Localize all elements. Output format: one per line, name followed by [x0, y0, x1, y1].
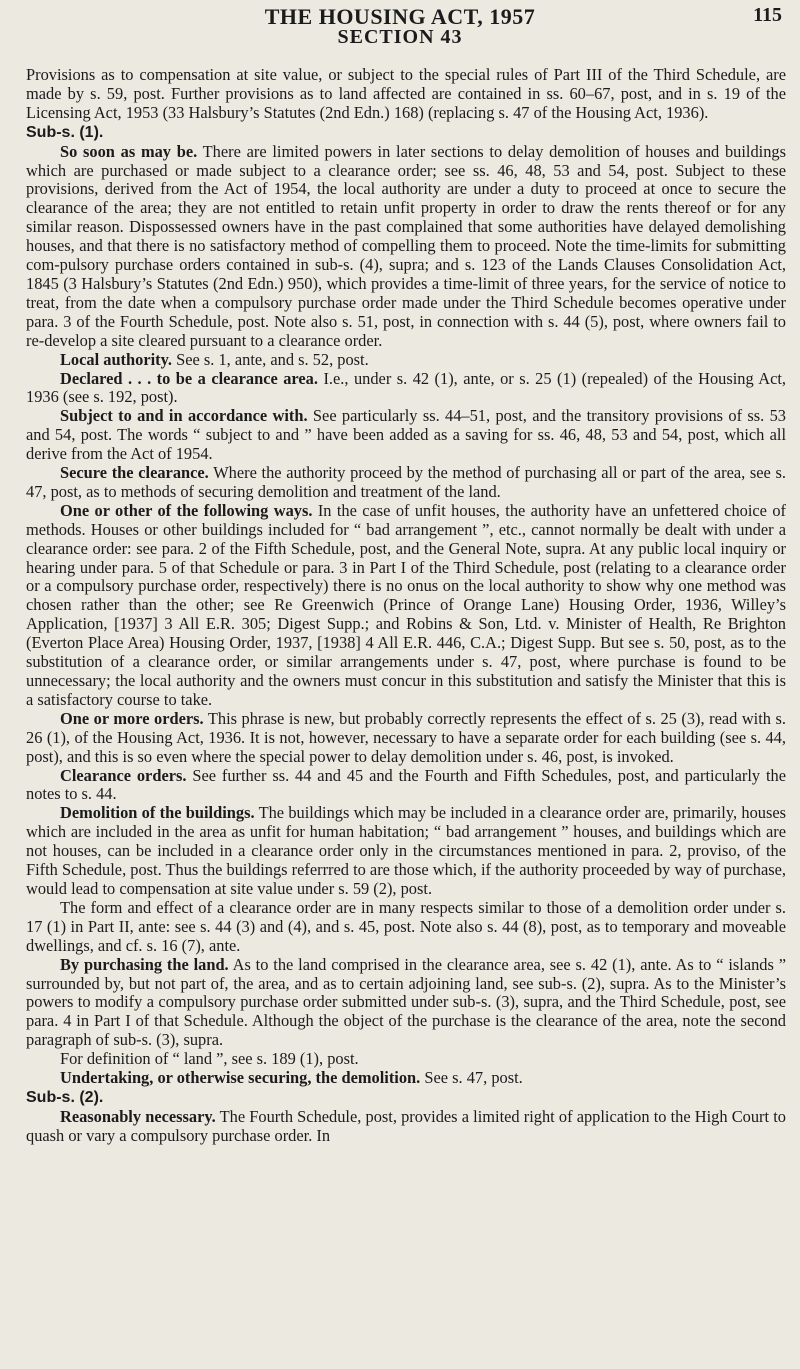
- paragraph-lead: So soon as may be.: [60, 141, 198, 161]
- paragraph-lead: One or other of the following ways.: [60, 500, 313, 520]
- paragraph-text: There are limited powers in later sections to delay demolition of houses and buildings which are purchased or made subject to a clearance order; see ss. 46, 48, 53 and 54, post. Subject to these provisions, derived from the Act of 1954, the local authority are under a duty to proceed at once to secure the clearance of the area; they are not entitled to retain unfit property in order to draw the rents thereof or for any similar reason. Dispossessed owners have in the past complained that some authorities have delayed demolishing houses, and that there is no satisfactory method of compelling them to proceed. Note the time-limits for submitting com-pulsory purchase orders contained in sub-s. (4), supra; and s. 123 of the Lands Clauses Consolidation Act, 1845 (3 Halsbury’s Statutes (2nd Edn.) 950), which provides a time-limit of three years, for the service of notice to treat, from the date when a compulsory purchase order made under the Third Schedule becomes operative under para. 3 of the Fourth Schedule, post. Note also s. 51, post, in connection with s. 44 (5), post, where owners fail to re-develop a site cleared pursuant to a clearance order.: [26, 141, 786, 350]
- paragraph-text: Where the authority proceed by the method of purchasing all or part of the area, see s. 47, post, as to methods of securing demolition and treatment of the land.: [26, 463, 786, 501]
- paragraph-text: Provisions as to compensation at site value, or subject to the special rules of Part III of the Third Schedule, are made by s. 59, post. Further provisions as to land affected are contained in ss. 60–67, post, and in s. 19 of the Licensing Act, 1953 (33 Halsbury’s Statutes (2nd Edn.) 168) (replacing s. 47 of the Housing Act, 1936).: [26, 65, 786, 122]
- paragraph: [26, 143, 786, 351]
- paragraph: [26, 956, 786, 1051]
- subsection-heading: Sub-s. (1).: [26, 123, 104, 141]
- subsection-heading: Sub-s. (2).: [26, 1088, 104, 1106]
- paragraph-lead: Reasonably necessary.: [60, 1106, 216, 1126]
- paragraph: [26, 1050, 786, 1069]
- paragraph-text: For definition of “ land ”, see s. 189 (1), post.: [60, 1049, 359, 1069]
- page-number: 115: [753, 4, 782, 26]
- paragraph: [26, 370, 786, 408]
- paragraph-text: See further ss. 44 and 45 and the Fourth and Fifth Schedules, post, and particularly the notes to s. 44.: [26, 765, 786, 804]
- paragraph-lead: Secure the clearance.: [60, 463, 209, 483]
- paragraph-text: The Fourth Schedule, post, provides a limited right of application to the High Court to quash or vary a compulsory purchase order. In: [26, 1106, 786, 1145]
- paragraph: [26, 899, 786, 956]
- paragraph-text: See s. 1, ante, and s. 52, post.: [176, 349, 369, 369]
- paragraph-lead: By purchasing the land.: [60, 954, 229, 974]
- paragraph-text: The buildings which may be included in a clearance order are, primarily, houses which are included in the area as unfit for human habitation; “ bad arrangement ” houses, and buildings which are not houses, can be included in a clearance order only in the circumstances mentioned in para. 2, proviso, of the Fifth Schedule, post. Thus the buildings referrred to are those which, if the authority proceeded by way of purchase, would lead to compensation at site value under s. 59 (2), post.: [26, 803, 786, 898]
- paragraph-text: See particularly ss. 44–51, post, and the transitory provisions of ss. 53 and 54, post. The words “ subject to and ” have been added as a saving for ss. 46, 48, 53 and 54, post, which all derive from the Act of 1954.: [26, 406, 786, 464]
- paragraph-text: As to the land comprised in the clearance area, see s. 42 (1), ante. As to “ islands ” surrounded by, but not part of, the area, and as to certain adjoining land, see sub-s. (2), supra. As to the Minister’s powers to modify a compulsory purchase order submitted under sub-s. (3), supra, and the Third Schedule, post, see para. 4 in Part I of that Schedule. Although the object of the purchase is the clearance of the area, note the second paragraph of sub-s. (3), supra.: [26, 954, 786, 1050]
- paragraph: [26, 710, 786, 767]
- running-title: THE HOUSING ACT, 1957: [264, 4, 536, 29]
- paragraph: [26, 502, 786, 710]
- paragraph: [26, 351, 786, 370]
- paragraph-lead: Local authority.: [60, 349, 173, 369]
- paragraph-text: See s. 47, post.: [424, 1068, 523, 1088]
- page-header: [0, 4, 800, 50]
- paragraph-text: I.e., under s. 42 (1), ante, or s. 25 (1) (repealed) of the Housing Act, 1936 (see s. 192, post).: [26, 368, 787, 407]
- paragraph-lead: One or more orders.: [60, 708, 204, 728]
- paragraph-text: The form and effect of a clearance order are in many respects similar to those of a demolition order under s. 17 (1) in Part II, ante: see s. 44 (3) and (4), and s. 45, post. Note also s. 44 (8), post, as to temporary and moveable dwellings, and cf. s. 16 (7), ante.: [26, 897, 786, 955]
- paragraph: [26, 767, 786, 805]
- paragraph-lead: Clearance orders.: [60, 765, 187, 785]
- paragraph-lead: Subject to and in accordance with.: [60, 406, 308, 426]
- paragraph-lead: Demolition of the buildings.: [60, 803, 255, 823]
- paragraph: [26, 804, 786, 899]
- paragraph: [26, 407, 786, 464]
- paragraph: [26, 66, 786, 123]
- paragraph-lead: Declared . . . to be a clearance area.: [60, 368, 318, 388]
- commentary-text: [26, 66, 786, 1146]
- section-heading: SECTION 43: [337, 26, 463, 48]
- paragraph: [26, 1069, 786, 1088]
- paragraph: [26, 464, 786, 502]
- paragraph: [26, 1108, 786, 1146]
- paragraph-text: In the case of unfit houses, the authority have an unfettered choice of methods. Houses or other buildings included for “ bad arrangement ”, etc., cannot normally be dealt with under a clearance order: see para. 2 of the Fifth Schedule, post, and the General Note, supra. At any public local inquiry or hearing under para. 5 of that Schedule or para. 3 in Part I of the Third Schedule, post (relating to a clearance order or a compulsory purchase order, respectively) there is no onus on the local authority to show why one method was chosen rather than the other; see Re Greenwich (Prince of Orange Lane) Housing Order, 1936, Willey’s Application, [1937] 3 All E.R. 305; Digest Supp.; and Robins & Son, Ltd. v. Minister of Health, Re Brighton (Everton Place Area) Housing Order, 1937, [1938] 4 All E.R. 446, C.A.; Digest Supp. But see s. 50, post, as to the substitution of a clearance order, or similar arrangements under s. 47, post, where purchase is found to be unnecessary; the local authority and the owners must concur in this substitution and satisfy the Minister that this is a satisfactory course to take.: [26, 500, 786, 709]
- paragraph-lead: Undertaking, or otherwise securing, the demolition.: [60, 1068, 421, 1088]
- paragraph-text: This phrase is new, but probably correctly represents the effect of s. 25 (3), read with s. 26 (1), of the Housing Act, 1936. It is not, however, necessary to have a separate order for each building (see s. 44, post), and this is so even where the special power to delay demolition under s. 46, post, is invoked.: [26, 708, 786, 766]
